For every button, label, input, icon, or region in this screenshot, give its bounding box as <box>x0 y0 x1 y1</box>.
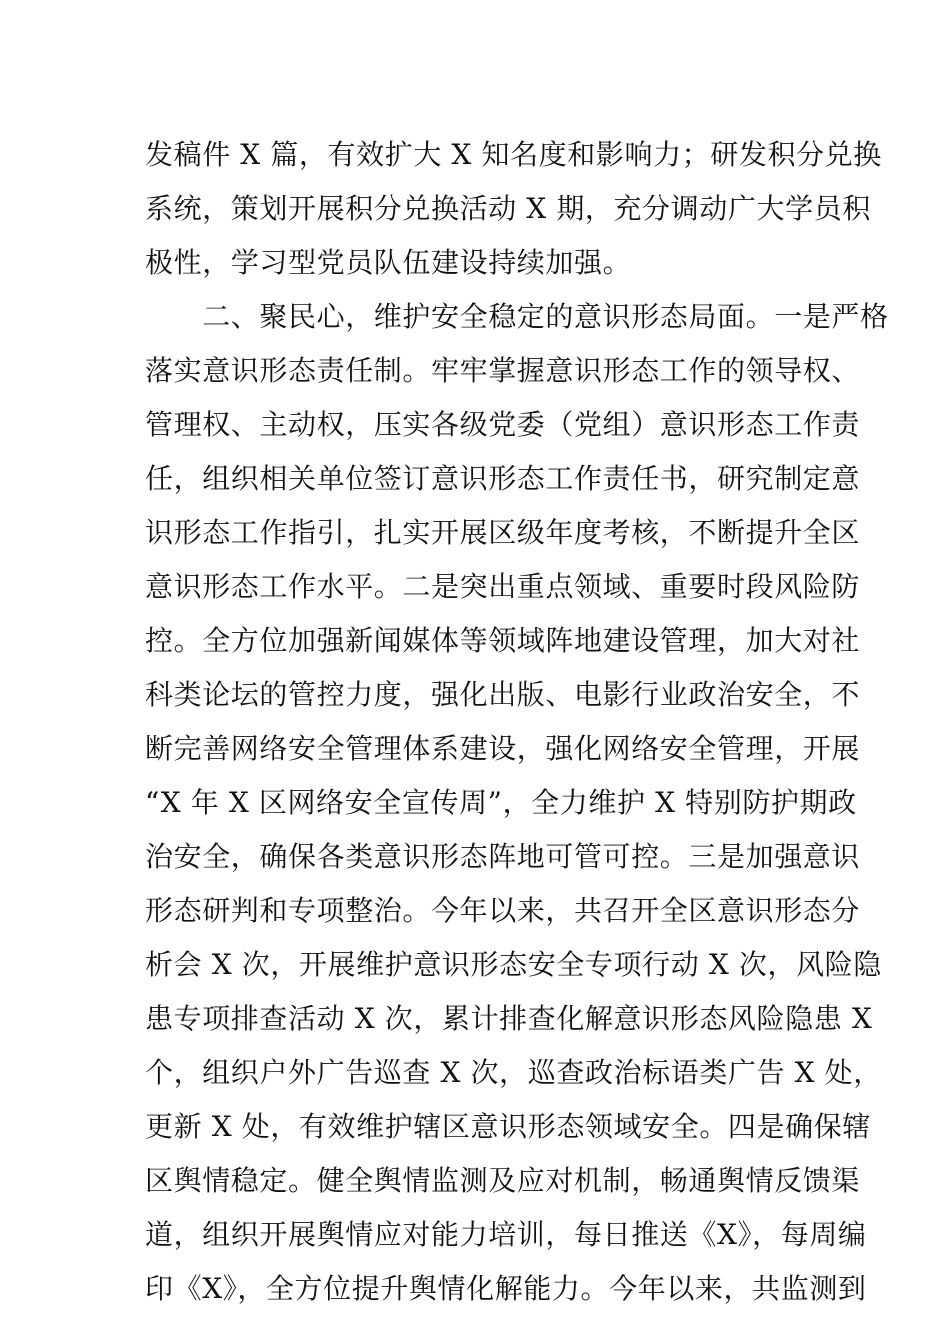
text-line: 个，组织户外广告巡查 X 次，巡查政治标语类广告 X 处， <box>145 1056 882 1089</box>
text-line: 落实意识形态责任制。牢牢掌握意识形态工作的领导权、 <box>145 354 861 387</box>
text-line: 形态研判和专项整治。今年以来，共召开全区意识形态分 <box>145 894 861 927</box>
body-text <box>145 128 889 1316</box>
text-line: 任，组织相关单位签订意识形态工作责任书，研究制定意 <box>145 462 861 495</box>
text-line: 控。全方位加强新闻媒体等领域阵地建设管理，加大对社 <box>145 624 861 657</box>
text-line: 断完善网络安全管理体系建设，强化网络安全管理，开展 <box>145 732 861 765</box>
text-line: 患专项排查活动 X 次，累计排查化解意识形态风险隐患 X <box>145 1002 873 1035</box>
section-heading-line: 二、聚民心，维护安全稳定的意识形态局面。一是严格 <box>145 300 889 333</box>
text-line: 发稿件 X 篇，有效扩大 X 知名度和影响力；研发积分兑换 <box>145 138 882 171</box>
text-line: “X 年 X 区网络安全宣传周”，全力维护 X 特别防护期政 <box>145 786 857 819</box>
text-line: 管理权、主动权，压实各级党委（党组）意识形态工作责 <box>145 408 861 441</box>
text-line: 道，组织开展舆情应对能力培训，每日推送《X》，每周编 <box>145 1218 867 1251</box>
text-line: 区舆情稳定。健全舆情监测及应对机制，畅通舆情反馈渠 <box>145 1164 861 1197</box>
text-line: 更新 X 处，有效维护辖区意识形态领域安全。四是确保辖 <box>145 1110 871 1143</box>
text-line: 治安全，确保各类意识形态阵地可管可控。三是加强意识 <box>145 840 861 873</box>
text-line: 析会 X 次，开展维护意识形态安全专项行动 X 次，风险隐 <box>145 948 882 981</box>
text-line: 印《X》，全方位提升舆情化解能力。今年以来，共监测到 <box>145 1272 867 1305</box>
text-line: 科类论坛的管控力度，强化出版、电影行业政治安全，不 <box>145 678 861 711</box>
text-line: 系统，策划开展积分兑换活动 X 期，充分调动广大学员积 <box>145 192 871 225</box>
text-line: 极性，学习型党员队伍建设持续加强。 <box>145 246 632 279</box>
text-line: 意识形态工作水平。二是突出重点领域、重要时段风险防 <box>145 570 861 603</box>
text-line: 识形态工作指引，扎实开展区级年度考核，不断提升全区 <box>145 516 861 549</box>
